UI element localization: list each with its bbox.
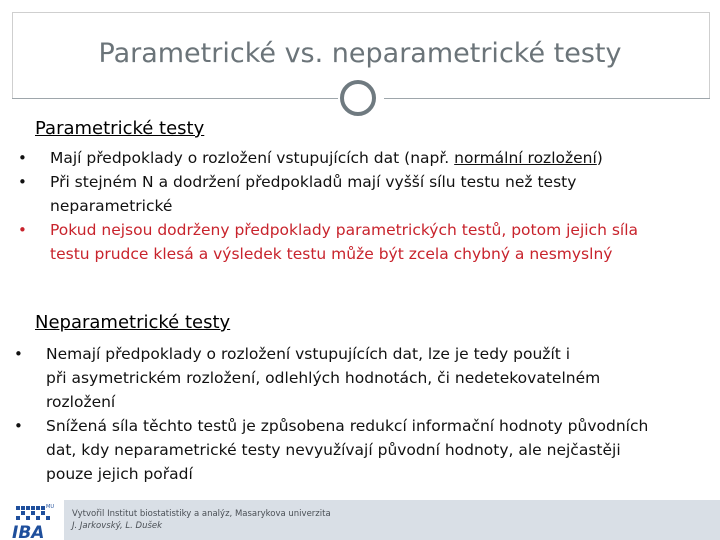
footer-institution: Vytvořil Institut biostatistiky a analýz, Masarykova univerzita [72,509,331,519]
title-rule-right [384,98,710,99]
footer-authors: J. Jarkovský, L. Dušek [72,521,163,531]
bullet-icon: • [18,221,27,239]
bullet-icon: • [18,149,27,167]
logo-superscript: MU [46,504,54,510]
list-item-warning: • Pokud nejsou dodrženy předpoklady parametrických testů, potom jejich síla testu prudce klesá a výsledek testu může být zcela chybný a nesmyslný [14,218,704,266]
section-heading-nonparametric: Neparametrické testy [35,312,231,333]
slide-title: Parametrické vs. neparametrické testy [98,38,622,69]
iba-logo [10,502,58,540]
bullet-icon: • [14,417,23,435]
bullet-icon: • [18,173,27,191]
list-item: • Snížená síla těchto testů je způsobena redukcí informační hodnoty původních dat, kdy neparametrické testy nevyužívají původní hodnoty, ale nejčastěji pouze jejich pořadí [10,414,710,486]
parametric-bullets [14,146,704,266]
footer-bar [0,500,720,540]
list-item: • Mají předpoklady o rozložení vstupujících dat (např. normální rozložení) [14,146,704,170]
section-heading-parametric: Parametrické testy [35,118,205,139]
normal-distribution-link[interactable]: normální rozložení [454,149,597,167]
ring-ornament-icon [340,80,376,116]
nonparametric-bullets [10,342,710,486]
title-rule-left [12,98,338,99]
logo-text: IBA [12,523,45,540]
bullet-icon: • [14,345,23,363]
list-item: • Při stejném N a dodržení předpokladů mají vyšší sílu testu než testy neparametrické [14,170,704,218]
list-item: • Nemají předpoklady o rozložení vstupujících dat, lze je tedy použít i při asymetrickém rozložení, odlehlých hodnotách, či nedetekovatelném rozložení [10,342,710,414]
